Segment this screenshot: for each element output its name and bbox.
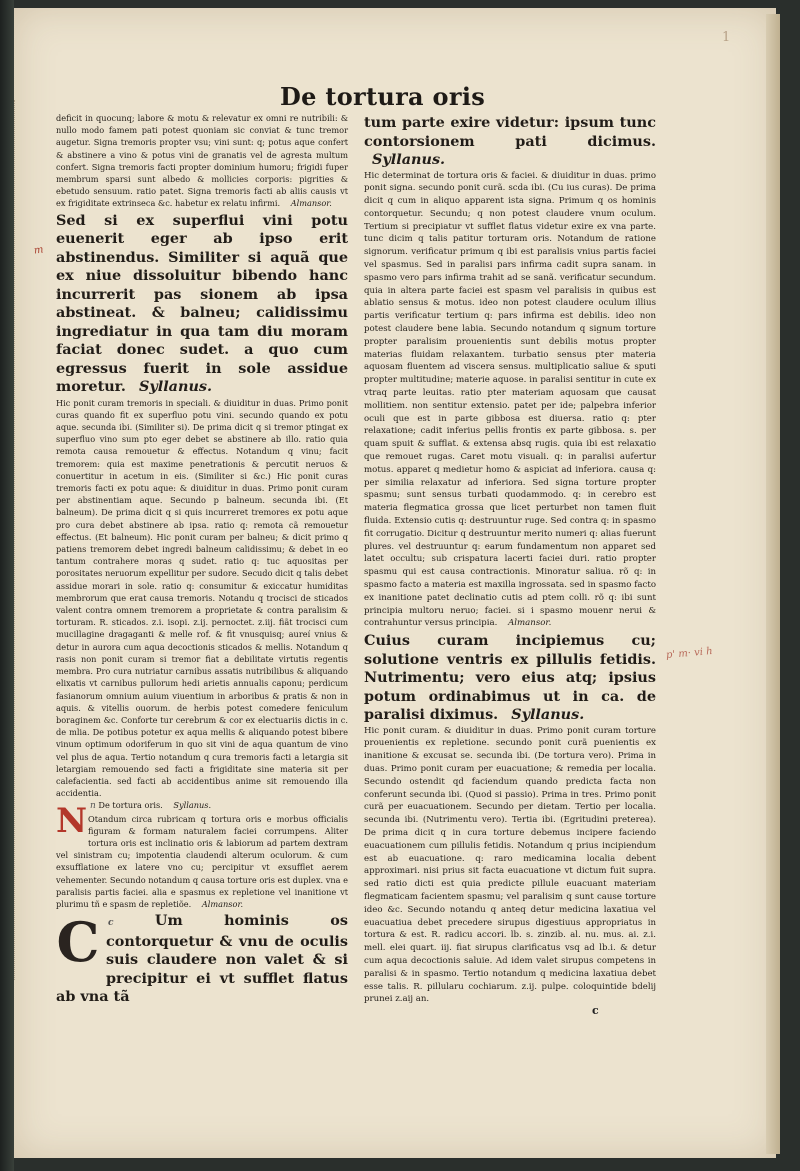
right-top-text: tum parte exire videtur: ipsum tunc contorsionem pati dicimus. Syllanus. — [364, 114, 656, 168]
margin-note-left: m — [33, 244, 45, 257]
guide-letter-c: c — [108, 918, 114, 929]
left-column — [56, 112, 348, 1007]
left-main-text: Sed si ex superflui vini potu euenerit eger ab ipso erit abstinendus. Similiter si aquã que ex niue dissoluitur bibendo hanc incurrerit pas sionem ab ipsa abstineat. & balneu; calidissimu ingrediatur in qua tam diu moram faciat donec sudet. a quo cum egressus fuerit in sole assidue moretur. Syllanus. — [56, 211, 348, 396]
margin-note-right: p' m· vi h — [665, 645, 714, 662]
left-bottom-text: C c Um hominis os contorquetur & vnu de oculis suis claudere non valet & si precipitur ei vt sufflet flatus ab vna tã — [56, 910, 348, 1006]
right-main-text: Cuius curam incipiemus cu; solutione ventris ex pillulis fetidis. Nutrimentu; vero eius atq; ipsius potum ordinabimus ut in ca. de paralisi diximus. Syllanus. — [364, 632, 656, 724]
citation: Syllanus. — [173, 800, 212, 811]
left-intro: deficit in quocunq; labore & motu & relevatur ex omni re nutribili: & nullo modo famem pati potest quoniam sic conviat & tunc tremor augetur. Signa tremoris propter vsu; vini sunt: q; potus aque confert & abstinere a vino & potus vini de granatis vel de agresta multum confert. Signa tremoris facti propter dominium humoru; frigidi fuper membrum sparsi sunt albedo & mollicies corporis: pigrities & ebetudo sensuum. ratio patet. Signa tremoris facti ab aliis causis vt ex frigiditate extrinseca &c. habetur ex relatu infirmi. Almansor. — [56, 113, 348, 209]
citation: Syllanus. — [138, 378, 213, 396]
initial-c: C — [56, 910, 100, 975]
citation: Syllanus. — [372, 151, 446, 168]
citation: Syllanus. — [511, 706, 585, 724]
right-commentary-2: Hic ponit curam. & diuiditur in duas. Primo ponit curam torture prouenientis ex repletione. secundo ponit curã puenientis ex inanitione & excusat se. secunda ibi. (De tortura vero). Prima in duas. Primo ponit curam per euacuatione; & remedia per localia. Secundo ostendit qd faciendum quando predicta facta non conferunt secunda ibi. (Quod si passio). Prima in tres. Primo ponit curã per euacuationem. Secundo per dietam. Tertio per localia. secunda ibi. (Nutrimentu vero). Tertia ibi. (Egritudini preterea). De prima dicit q in cura torture debemus incipere faciendo euacuationem cum pillulis fetidis. Notandum q prius incipiendum est ab euacuatione. q: raro medicamina localia debent approximari. nisi prius sit facta euacuatione vt dictum fuit supra. sed ratio dicti est quia predicte pillule euacuant materiam flegmaticam facientem spasmu; vel paralisim q sunt cause torture ideo &c. Secundo notandu q anteq detur medicina laxatiua vel euacuatiua debet precedere sirupus digestiuus appropriatus in tortura & est. R. radicu accori. lb. s. zinzib. al. nu. mus. ai. z.i. mell. elei quart. iij. fiat sirupus clarificatus vsq ad lb.i. & detur cum aqua decoctionis saluie. Ad idem valet sirupus competens in paralisi & in spasmo. Tertio notandum q medicina laxatiua debet esse talis. R. pillularu cochiarum. z.ij. pulpe. coloquintide bdelij prunei z.aij an. — [364, 725, 656, 1005]
folio-mark: 1 — [722, 30, 731, 45]
ruling-line — [14, 100, 23, 980]
section-heading: N n De tortura oris. Syllanus. — [56, 800, 212, 842]
signature-mark: c — [592, 1004, 599, 1017]
right-commentary-1: Hic determinat de tortura oris & faciei. & diuiditur in duas. primo ponit signa. secundo ponit curã. scda ibi. (Cu ius curas). De prima dicit q cum in aliquo apparent ista signa. Primum q os hominis contorquetur. Secundu; q non potest claudere vnum oculum. Tertium si precipiatur vt sufflet flatus videtur exire ex vna parte. tunc dicim q talis patitur torturam oris. Notandum de ratione signorum. verificatur primum q ibi est paralisis vnius partis faciei vel spasmus. Sed in paralisi pars infirma cadit supra sanam. in spasmo vero pars infirma trahit ad se sanã. verificatur secundum. quia in altera parte faciei est spasm vel paralisis in quibus est ablatio sensus & motus. ideo non potest claudere oculum illius partis verificatur tertium q: pars infirma est debilis. ideo non potest claudere bene labia. Secundo notandum q signum torture propter paralisim prouenientis sunt debilis motus propter materias fluidam relaxantem. turbatio sensus pter materia aquosam fluentem ad viscera sensus. multiplicatio saliue & sputi propter multitudine; materie aquose. in paralisi sentitur in cute ex vtraq parte leuitas. ratio pter materiam aquosam que causat mollitiem. non sentitur extensio. patet per ide; palpebra inferior oculi que est in parte gibbosa est diuersa. ratio q: pter relaxatione; cadit inferius pellis frontis ex parte gibbosa. s. per quam spuit & sufflat. & extensa absq rugis. quia ibi est relaxatio que remouet rugas. Caret motu visuali. q: in paralisi aufertur motus. apparet q medietur homo & aspiciat ad inferiora. causa q: per similia relaxatur ad inferiora. Sed signa torture propter spasmu; sunt sensus turbati quodammodo. q: in cerebro est materia flegmatica grossa que licet perturbet non tamen fluit fluida. Extensio cutis q: destruuntur ruge. Sed contra q: in spasmo fit corrugatio. Dicitur q destruuntur merito numeri q: alias fuerunt plures. vel destruuntur q: earum fundamentum non apparet sed latet occultu; sub crispatura lacerti faciei duri. ratio propter spasmu qui est causa contractionis. Minoratur saliua. rõ q: in spasmo facto a materia est maxilla ingrossata. sed in spasmo facto ex inanitione patet declinatio cutis ad ptem colli. rõ q: ibi sunt principia multoru neruo; faciei. si i spasmo mouenr nerui & contrahuntur versus principia. Almansor. — [364, 170, 656, 629]
book-gutter — [0, 0, 14, 1171]
left-commentary: Hic ponit curam tremoris in speciali. & diuiditur in duas. Primo ponit curas quando fit ex superfluo potu vini. secundo quando ex potu aque. secunda ibi. (Similiter si). De prima dicit q si tremor ptingat ex superfluo vino sum pto eger debet se abstinere ab illo. ratio quia remota causa remouetur & effectus. Notandum q vinu; facit tremorem: quia est maxime penetrationis & percutit neruos & conuertitur in acetum in eis. (Similiter si &c.) Hic ponit curas tremoris facti ex potu aque: & diuiditur in duas. Primo ponit curam per abstinentiam aque. Secundo p balneum. secunda ibi. (Et balneum). De prima dicit q si quis incurreret tremores ex potu aque pro cura debet abstinere ab ipsa. ratio q: remota cã remouetur effectus. (Et balneum). Hic ponit curam per balneu; & dicit primo q patiens tremorem debet ingredi balneum calidissimu; & debet in eo tantum contrahere moras q sudet. ratio q: tuc aquositas per porositates neruorum expellitur per sudore. Secudo dicit q talis debet assidue morari in sole. ratio q: consumitur & exiccatur humiditas membrorum que erat causa tremoris. Notandu q trocisci de sticados valent contra omnem tremorem a proprietate & contra paralisim & torturam. R. sticados. z.i. isopi. z.ij. pernoctet. z.iij. fiãt trocisci cum mucillagine dragaganti & melle rof. & fit vnusquisq; aureí vnius & detur in aurora cum aqua decoctionis sticados & mellis. Notandum q rasis non ponit curam si tremor fiat a debilitate virtutis regentis membra. Pro cura nutriatur carnibus assatis nutribilibus & aliquando elixatis vt carnibus pullorum hedi arietis annualis caponu; perdicum fasianorum omnium auium viuentium in arboribus & pratis & non in aquis. & vitellis ouorum. de herbis potest comedere feniculum boraginem &c. Conforte tur cerebrum & cor ex electuariis dictis in c. de mlia. De potibus potetur ex aqua mellis & aliquando potest bibere vinum optimum odoriferum in quo sit vini de aqua quantum de vino vel plus de aqua. Tertio notandum q cura tremoris facti a letargia sit letargiam remouendo sed facti a frigiditate sine materia sit per calefacientia. sed facti ab accidentibus anime sit remouendo illa accidentia. — [56, 397, 348, 799]
running-header: De tortura oris — [280, 82, 486, 111]
citation: Almansor. — [201, 898, 244, 909]
section-text: Otandum circa rubricam q tortura oris e morbus officialis figuram & formam naturalem faciei corrumpens. Aliter tortura oris est inclinatio oris & labiorum ad partem dextram vel sinistram cu; impotentia claudendi alterum oculorum. & cum exsufflatione ex latere vno cu; percipitur vt exsufflet aerem vehementer. Secundo notandum q causa torture oris est duplex. vna e paralisis partis faciei. alia e spasmus ex repletione vel inanitione vt plurimu tñ e spasm de repletiõe. Almansor. — [56, 813, 348, 909]
citation: Almansor. — [508, 618, 552, 629]
guide-letter-n: n — [90, 801, 96, 812]
citation: Almansor. — [290, 198, 332, 209]
red-initial-n: N — [56, 801, 88, 842]
page-edge — [766, 14, 780, 1154]
right-column — [364, 112, 656, 1006]
